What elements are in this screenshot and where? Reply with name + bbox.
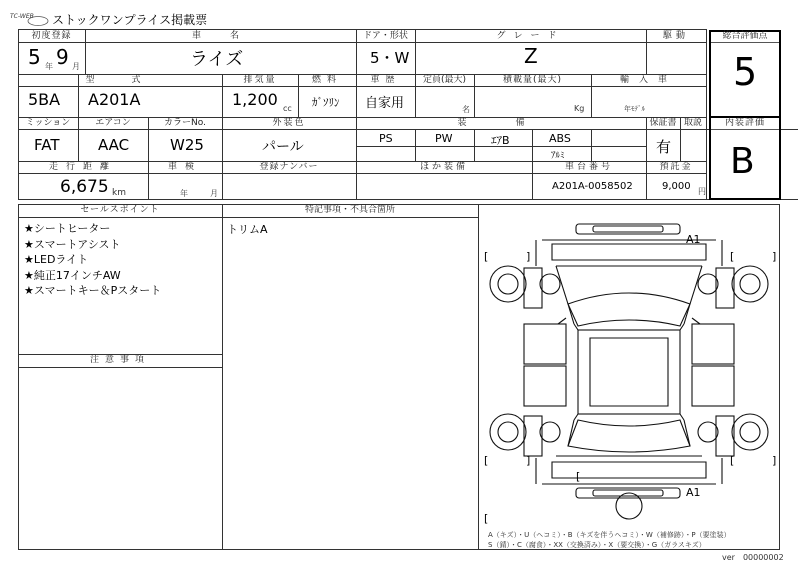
model-value: A201A bbox=[88, 90, 141, 109]
inspection-label: 車検 bbox=[167, 162, 202, 172]
exterior-color-value: パール bbox=[262, 139, 304, 155]
car-name-label: 車 名 bbox=[191, 31, 249, 41]
warranty-label: 保証書 bbox=[649, 118, 677, 128]
frame-number-label: 車台番号 bbox=[564, 162, 613, 172]
displacement-value: 1,200 bbox=[232, 90, 278, 109]
equip-abs: ABS bbox=[549, 132, 571, 145]
bracket-front-left-close: ] bbox=[526, 250, 531, 263]
import-label: 輸入車 bbox=[619, 75, 677, 85]
deposit-label: 預託金 bbox=[659, 162, 693, 172]
model-prefix-value: 5BA bbox=[28, 90, 61, 109]
color-no-value: W25 bbox=[170, 136, 204, 154]
remarks-text: トリムA bbox=[227, 223, 268, 236]
damage-mark-front: A1 bbox=[686, 233, 701, 246]
bracket-front-right-close: ] bbox=[772, 250, 777, 263]
notes-label: 注意事項 bbox=[89, 355, 150, 365]
overall-score-label: 総合評価点 bbox=[722, 31, 768, 41]
reg-year-unit: 年 bbox=[45, 62, 53, 71]
manual-label: 取説 bbox=[683, 118, 702, 128]
reg-number-label: 登録ナンバー bbox=[259, 162, 319, 172]
exterior-color-label: 外装色 bbox=[272, 118, 306, 128]
other-equipment-label: ほか装備 bbox=[419, 162, 468, 172]
load-label: 積載量(最大) bbox=[502, 75, 563, 85]
inspection-year-unit: 年 bbox=[180, 189, 188, 198]
logo bbox=[8, 12, 50, 24]
mileage-value: 6,675 bbox=[60, 177, 109, 197]
list-item: ★LEDライト bbox=[24, 253, 89, 266]
fuel-label: 燃料 bbox=[311, 75, 342, 85]
frame-number-value: A201A-0058502 bbox=[552, 181, 633, 192]
mission-value: FAT bbox=[34, 136, 60, 154]
overall-score-value: 5 bbox=[733, 50, 758, 94]
door-value: 5・W bbox=[370, 49, 410, 67]
door-shape-label: ドア・形状 bbox=[363, 31, 408, 41]
bracket-front-left-open: [ bbox=[484, 250, 489, 263]
vehicle-type-value: 自家用 bbox=[365, 96, 405, 111]
list-item: ★スマートアシスト bbox=[24, 237, 121, 251]
interior-score-value: B bbox=[730, 141, 755, 182]
warranty-value: 有 bbox=[656, 138, 672, 156]
bracket-rear-left-close: ] bbox=[526, 454, 531, 467]
reg-year-value: 5 bbox=[28, 45, 41, 69]
mileage-unit: km bbox=[112, 188, 126, 198]
damage-mark-rear: A1 bbox=[686, 486, 701, 499]
displacement-label: 排気量 bbox=[243, 75, 277, 85]
bracket-rear-right-open: [ bbox=[730, 454, 735, 467]
deposit-unit: 円 bbox=[698, 187, 706, 196]
mission-label: ミッション bbox=[25, 118, 71, 128]
sales-points-list bbox=[24, 221, 220, 299]
bracket-rear-right-close: ] bbox=[772, 454, 777, 467]
model-label: 型 式 bbox=[85, 75, 155, 85]
equip-alumi: ｱﾙﾐ bbox=[551, 151, 565, 161]
mileage-label: 走行距離 bbox=[48, 162, 117, 172]
reg-month-value: 9 bbox=[56, 45, 69, 69]
capacity-label: 定員(最大) bbox=[422, 75, 467, 85]
equip-pw: PW bbox=[435, 132, 453, 145]
bracket-mid-bottom: [ bbox=[484, 512, 489, 525]
sales-points-label: セールスポイント bbox=[80, 205, 160, 215]
remarks-label: 特記事項・不具合箇所 bbox=[304, 205, 395, 215]
bracket-rear-left-open: [ bbox=[484, 454, 489, 467]
equip-ps: PS bbox=[379, 132, 393, 145]
first-reg-label: 初度登録 bbox=[31, 31, 72, 41]
logo-text: TC-WEB bbox=[10, 13, 34, 20]
aircon-value: AAC bbox=[98, 136, 130, 154]
inspection-month-unit: 月 bbox=[210, 189, 218, 198]
bracket-front-right-open: [ bbox=[730, 250, 735, 263]
version-text: ver 00000002 bbox=[722, 553, 784, 562]
equip-airbag: ｴｱB bbox=[491, 134, 510, 147]
capacity-unit: 名 bbox=[462, 105, 470, 114]
interior-score-label: 内装評価 bbox=[724, 118, 765, 128]
drive-label: 駆動 bbox=[662, 31, 689, 41]
grade-label: グレード bbox=[496, 31, 565, 41]
list-item: ★シートヒーター bbox=[24, 222, 111, 235]
fuel-value: ｶﾞｿﾘﾝ bbox=[312, 96, 340, 109]
deposit-value: 9,000 bbox=[662, 181, 691, 192]
reg-month-unit: 月 bbox=[72, 62, 80, 71]
legend-line-2: S（錆）・C（腐食）・XX（交換済み）・X（要交換）・G（ガラスキズ） bbox=[488, 541, 706, 549]
aircon-label: エアコン bbox=[95, 118, 131, 128]
legend-line-1: A（キズ）・U（ヘコミ）・B（キズを伴うヘコミ）・W（補修跡）・P（要塗装） bbox=[488, 531, 731, 539]
bracket-mid-top: [ bbox=[576, 470, 581, 483]
list-item: ★スマートキー＆Pスタート bbox=[24, 284, 162, 297]
load-unit: Kg bbox=[574, 104, 585, 113]
car-name-value: ライズ bbox=[190, 49, 244, 70]
page-title: ストックワンプライス掲載票 bbox=[52, 13, 208, 27]
vehicle-type-label: 車歴 bbox=[370, 75, 401, 85]
import-model-year: 年ﾓﾃﾞﾙ bbox=[624, 105, 645, 113]
equipment-label: 装 備 bbox=[457, 118, 545, 128]
color-no-label: カラーNo. bbox=[164, 118, 206, 128]
list-item: ★純正17インチAW bbox=[24, 268, 121, 282]
grade-value: Z bbox=[524, 44, 538, 68]
displacement-unit: cc bbox=[283, 104, 292, 113]
